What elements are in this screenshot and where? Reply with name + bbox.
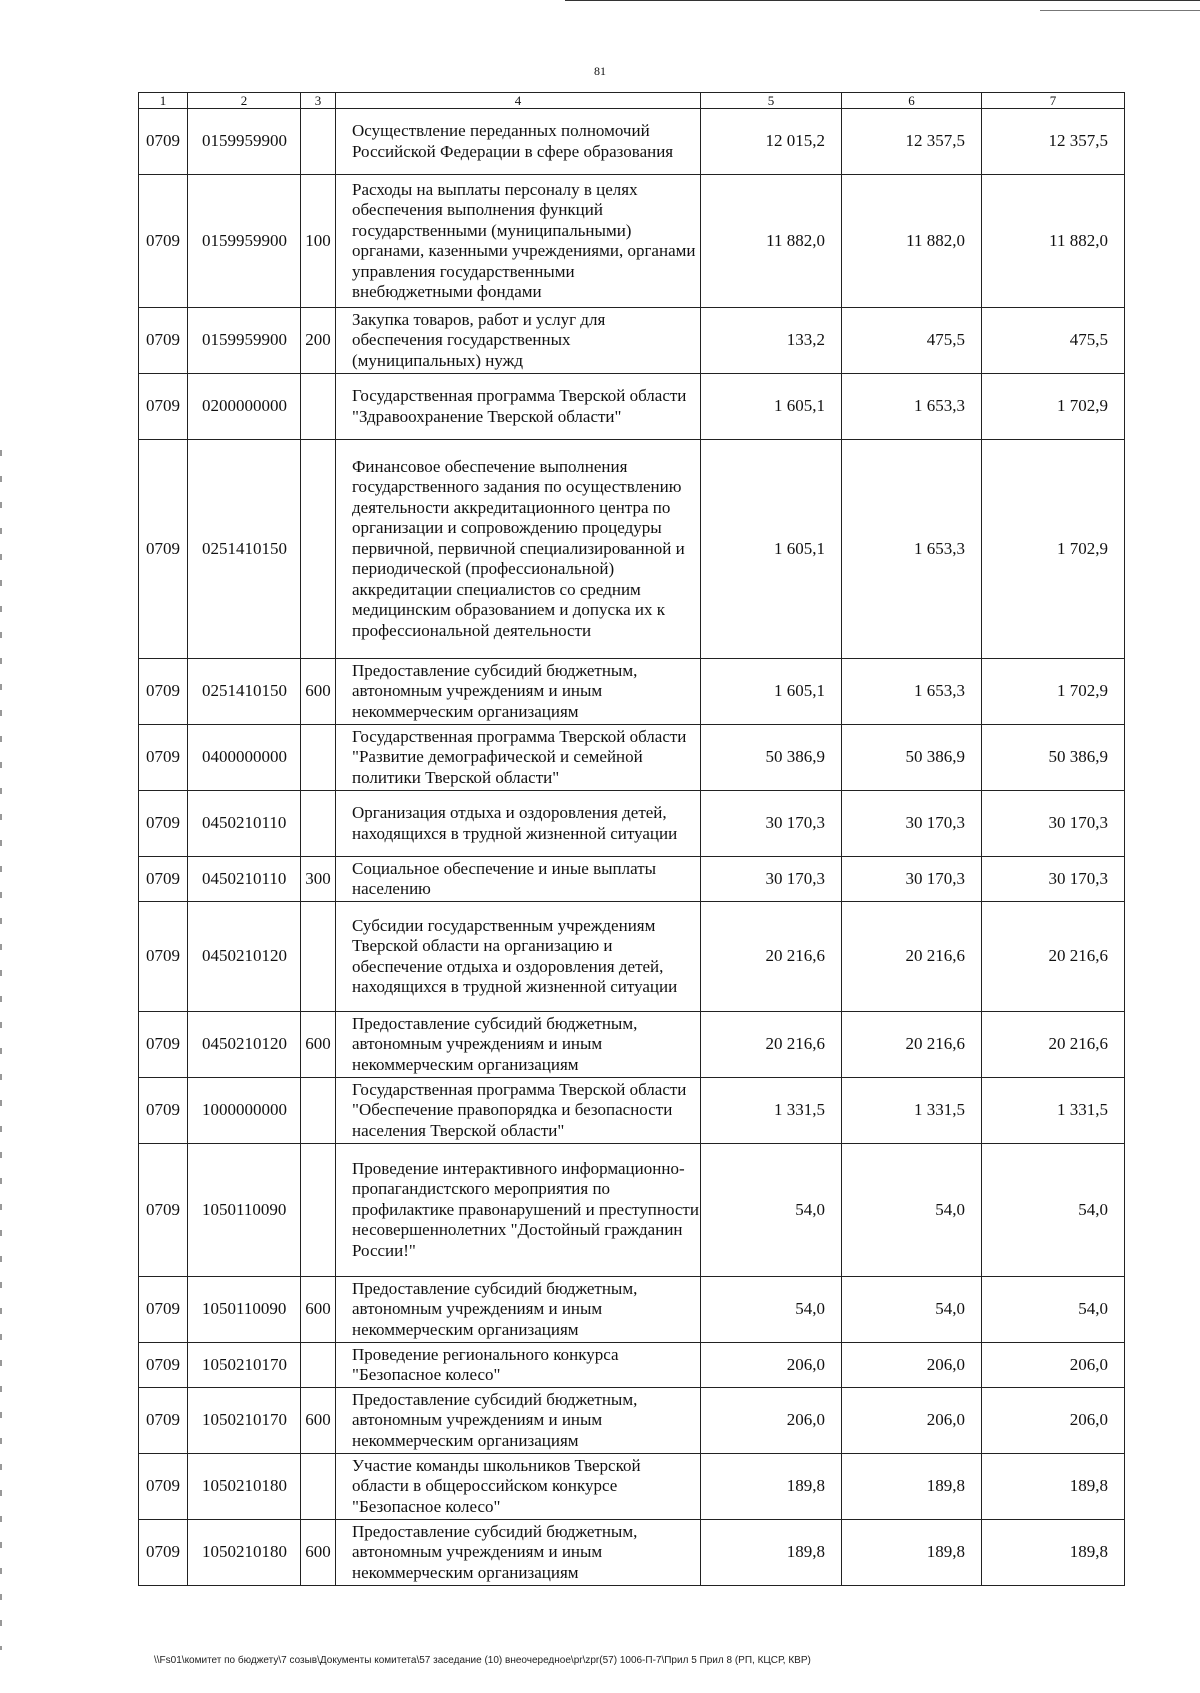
cell-amount-col7: 30 170,3 <box>982 791 1125 857</box>
cell-target-code: 0450210120 <box>188 1012 301 1078</box>
cell-amount-col6: 50 386,9 <box>842 725 982 791</box>
cell-amount-col7: 30 170,3 <box>982 857 1125 902</box>
cell-section: 0709 <box>139 109 188 175</box>
cell-amount-col7: 50 386,9 <box>982 725 1125 791</box>
cell-expense-type <box>301 1454 336 1520</box>
cell-description: Субсидии государственным учреждениям Тверской области на организацию и обеспечение отдыха и оздоровления детей, находящихся в трудной жизненной ситуации <box>336 902 701 1012</box>
cell-amount-col6: 1 653,3 <box>842 659 982 725</box>
header-col-1: 1 <box>139 93 188 109</box>
cell-amount-col7: 1 702,9 <box>982 440 1125 659</box>
table-row <box>139 175 1125 308</box>
cell-section: 0709 <box>139 374 188 440</box>
cell-amount-col5: 133,2 <box>701 308 842 374</box>
cell-section: 0709 <box>139 1078 188 1144</box>
cell-expense-type <box>301 440 336 659</box>
cell-target-code: 1050210170 <box>188 1388 301 1454</box>
cell-amount-col6: 20 216,6 <box>842 902 982 1012</box>
cell-amount-col7: 54,0 <box>982 1144 1125 1277</box>
cell-section: 0709 <box>139 1277 188 1343</box>
cell-expense-type: 600 <box>301 1012 336 1078</box>
cell-amount-col5: 206,0 <box>701 1343 842 1388</box>
cell-amount-col7: 206,0 <box>982 1388 1125 1454</box>
header-col-5: 5 <box>701 93 842 109</box>
cell-section: 0709 <box>139 1520 188 1586</box>
table-row <box>139 857 1125 902</box>
cell-target-code: 0450210120 <box>188 902 301 1012</box>
cell-amount-col6: 20 216,6 <box>842 1012 982 1078</box>
cell-section: 0709 <box>139 659 188 725</box>
table-row <box>139 109 1125 175</box>
cell-amount-col6: 54,0 <box>842 1144 982 1277</box>
cell-section: 0709 <box>139 857 188 902</box>
cell-expense-type <box>301 791 336 857</box>
cell-description: Предоставление субсидий бюджетным, автономным учреждениям и иным некоммерческим организациям <box>336 1520 701 1586</box>
footer-file-path: \\Fs01\комитет по бюджету\7 созыв\Документы комитета\57 заседание (10) внеочередное\pr\zpr(57) 1006-П-7\Прил 5 Прил 8 (РП, КЦСР, КВР) <box>154 1655 811 1666</box>
cell-description: Государственная программа Тверской области "Обеспечение правопорядка и безопасности населения Тверской области" <box>336 1078 701 1144</box>
header-col-4: 4 <box>336 93 701 109</box>
cell-expense-type <box>301 1343 336 1388</box>
cell-amount-col5: 12 015,2 <box>701 109 842 175</box>
cell-amount-col7: 475,5 <box>982 308 1125 374</box>
cell-target-code: 1050210170 <box>188 1343 301 1388</box>
cell-amount-col7: 11 882,0 <box>982 175 1125 308</box>
cell-amount-col5: 206,0 <box>701 1388 842 1454</box>
table-row <box>139 725 1125 791</box>
cell-amount-col5: 54,0 <box>701 1144 842 1277</box>
cell-amount-col6: 189,8 <box>842 1520 982 1586</box>
table-row <box>139 1012 1125 1078</box>
cell-amount-col5: 189,8 <box>701 1454 842 1520</box>
cell-description: Осуществление переданных полномочий Российской Федерации в сфере образования <box>336 109 701 175</box>
cell-expense-type: 600 <box>301 659 336 725</box>
top-edge-rule-secondary <box>1040 10 1200 11</box>
cell-amount-col7: 189,8 <box>982 1454 1125 1520</box>
table-row <box>139 1454 1125 1520</box>
cell-expense-type <box>301 725 336 791</box>
cell-expense-type: 100 <box>301 175 336 308</box>
cell-amount-col5: 20 216,6 <box>701 1012 842 1078</box>
header-col-6: 6 <box>842 93 982 109</box>
cell-amount-col7: 54,0 <box>982 1277 1125 1343</box>
cell-target-code: 1050110090 <box>188 1277 301 1343</box>
cell-amount-col7: 189,8 <box>982 1520 1125 1586</box>
cell-description: Закупка товаров, работ и услуг для обеспечения государственных (муниципальных) нужд <box>336 308 701 374</box>
page-number: 81 <box>594 64 606 78</box>
cell-amount-col5: 54,0 <box>701 1277 842 1343</box>
cell-amount-col5: 1 605,1 <box>701 374 842 440</box>
cell-amount-col6: 1 653,3 <box>842 440 982 659</box>
cell-amount-col6: 1 331,5 <box>842 1078 982 1144</box>
cell-amount-col6: 206,0 <box>842 1388 982 1454</box>
cell-amount-col6: 54,0 <box>842 1277 982 1343</box>
cell-section: 0709 <box>139 791 188 857</box>
header-col-7: 7 <box>982 93 1125 109</box>
cell-amount-col5: 11 882,0 <box>701 175 842 308</box>
cell-description: Расходы на выплаты персоналу в целях обеспечения выполнения функций государственными (муниципальными) органами, казенными учреждениями, органами управления государственными внебюджетными фондами <box>336 175 701 308</box>
cell-amount-col6: 12 357,5 <box>842 109 982 175</box>
cell-amount-col7: 1 702,9 <box>982 659 1125 725</box>
cell-target-code: 0450210110 <box>188 791 301 857</box>
cell-section: 0709 <box>139 175 188 308</box>
cell-amount-col7: 20 216,6 <box>982 1012 1125 1078</box>
cell-target-code: 1000000000 <box>188 1078 301 1144</box>
table-row <box>139 1144 1125 1277</box>
cell-expense-type: 600 <box>301 1520 336 1586</box>
cell-description: Предоставление субсидий бюджетным, автономным учреждениям и иным некоммерческим организациям <box>336 1277 701 1343</box>
cell-description: Организация отдыха и оздоровления детей, находящихся в трудной жизненной ситуации <box>336 791 701 857</box>
cell-amount-col5: 1 605,1 <box>701 440 842 659</box>
cell-amount-col6: 11 882,0 <box>842 175 982 308</box>
cell-expense-type: 600 <box>301 1277 336 1343</box>
cell-target-code: 0450210110 <box>188 857 301 902</box>
cell-amount-col5: 20 216,6 <box>701 902 842 1012</box>
cell-expense-type: 600 <box>301 1388 336 1454</box>
cell-target-code: 0159959900 <box>188 308 301 374</box>
table-row <box>139 308 1125 374</box>
cell-section: 0709 <box>139 440 188 659</box>
cell-expense-type <box>301 902 336 1012</box>
table-row <box>139 659 1125 725</box>
cell-expense-type: 300 <box>301 857 336 902</box>
cell-target-code: 0400000000 <box>188 725 301 791</box>
header-col-3: 3 <box>301 93 336 109</box>
cell-target-code: 1050110090 <box>188 1144 301 1277</box>
cell-amount-col7: 20 216,6 <box>982 902 1125 1012</box>
cell-section: 0709 <box>139 1144 188 1277</box>
table-row <box>139 440 1125 659</box>
table-row <box>139 1078 1125 1144</box>
cell-description: Государственная программа Тверской области "Здравоохранение Тверской области" <box>336 374 701 440</box>
cell-amount-col7: 1 702,9 <box>982 374 1125 440</box>
cell-expense-type <box>301 109 336 175</box>
cell-amount-col7: 12 357,5 <box>982 109 1125 175</box>
cell-target-code: 0251410150 <box>188 440 301 659</box>
cell-amount-col6: 206,0 <box>842 1343 982 1388</box>
cell-amount-col5: 50 386,9 <box>701 725 842 791</box>
cell-description: Предоставление субсидий бюджетным, автономным учреждениям и иным некоммерческим организациям <box>336 1388 701 1454</box>
cell-target-code: 0251410150 <box>188 659 301 725</box>
table-row <box>139 374 1125 440</box>
cell-amount-col6: 30 170,3 <box>842 791 982 857</box>
cell-description: Государственная программа Тверской области "Развитие демографической и семейной политики Тверской области" <box>336 725 701 791</box>
table-header-row <box>139 93 1125 109</box>
cell-amount-col6: 189,8 <box>842 1454 982 1520</box>
cell-section: 0709 <box>139 1388 188 1454</box>
cell-description: Предоставление субсидий бюджетным, автономным учреждениям и иным некоммерческим организациям <box>336 659 701 725</box>
cell-amount-col6: 1 653,3 <box>842 374 982 440</box>
budget-table <box>138 92 1125 1586</box>
cell-description: Финансовое обеспечение выполнения государственного задания по осуществлению деятельности аккредитационного центра по организации и сопровождению процедуры первичной, первичной специализированной и периодической (профессиональной) аккредитации специалистов со средним медицинским образованием и допуска их к профессиональной деятельности <box>336 440 701 659</box>
table-row <box>139 1388 1125 1454</box>
left-scan-margin <box>0 450 2 1650</box>
cell-description: Социальное обеспечение и иные выплаты населению <box>336 857 701 902</box>
cell-section: 0709 <box>139 1012 188 1078</box>
table-row <box>139 1520 1125 1586</box>
cell-description: Участие команды школьников Тверской области в общероссийском конкурсе "Безопасное колесо" <box>336 1454 701 1520</box>
cell-description: Проведение регионального конкурса "Безопасное колесо" <box>336 1343 701 1388</box>
cell-amount-col6: 475,5 <box>842 308 982 374</box>
cell-expense-type <box>301 374 336 440</box>
cell-amount-col5: 1 331,5 <box>701 1078 842 1144</box>
table-row <box>139 902 1125 1012</box>
cell-section: 0709 <box>139 902 188 1012</box>
table-row <box>139 1343 1125 1388</box>
cell-expense-type <box>301 1144 336 1277</box>
cell-section: 0709 <box>139 725 188 791</box>
top-edge-rule <box>565 0 1200 1</box>
cell-amount-col5: 30 170,3 <box>701 791 842 857</box>
cell-amount-col5: 30 170,3 <box>701 857 842 902</box>
cell-target-code: 1050210180 <box>188 1520 301 1586</box>
cell-expense-type: 200 <box>301 308 336 374</box>
table-row <box>139 1277 1125 1343</box>
cell-section: 0709 <box>139 308 188 374</box>
cell-target-code: 0200000000 <box>188 374 301 440</box>
cell-expense-type <box>301 1078 336 1144</box>
cell-amount-col7: 1 331,5 <box>982 1078 1125 1144</box>
cell-target-code: 0159959900 <box>188 109 301 175</box>
header-col-2: 2 <box>188 93 301 109</box>
cell-amount-col7: 206,0 <box>982 1343 1125 1388</box>
cell-target-code: 1050210180 <box>188 1454 301 1520</box>
cell-target-code: 0159959900 <box>188 175 301 308</box>
cell-description: Предоставление субсидий бюджетным, автономным учреждениям и иным некоммерческим организациям <box>336 1012 701 1078</box>
table-row <box>139 791 1125 857</box>
cell-amount-col5: 189,8 <box>701 1520 842 1586</box>
cell-amount-col6: 30 170,3 <box>842 857 982 902</box>
cell-description: Проведение интерактивного информационно-пропагандистского мероприятия по профилактике правонарушений и преступности несовершеннолетних "Достойный гражданин России!" <box>336 1144 701 1277</box>
cell-section: 0709 <box>139 1343 188 1388</box>
cell-section: 0709 <box>139 1454 188 1520</box>
cell-amount-col5: 1 605,1 <box>701 659 842 725</box>
